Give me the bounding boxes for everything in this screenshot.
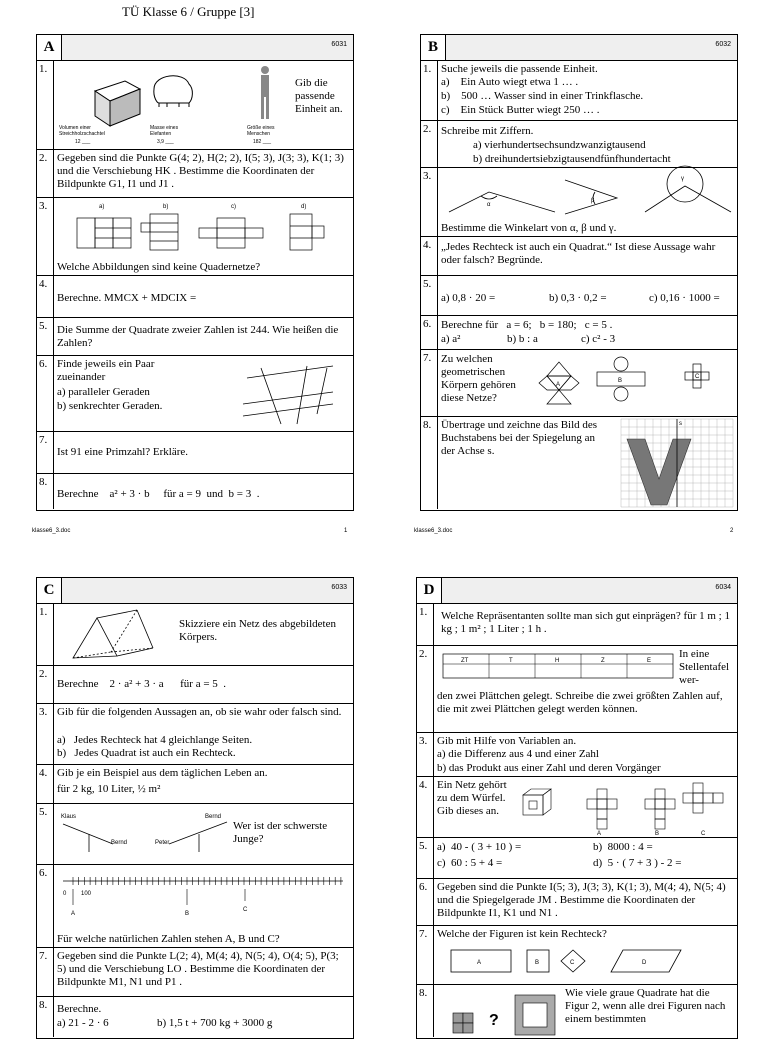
task-text: In eine Stellentafel wer- xyxy=(679,648,730,686)
task-row xyxy=(421,316,737,350)
task-option: a) vierhundertsechsundzwanzigtausend xyxy=(473,139,646,151)
column-header: H xyxy=(555,658,560,664)
task-number: 3. xyxy=(417,733,434,776)
task-option: a) 40 - ( 3 + 10 ) = xyxy=(437,841,522,853)
point-label: A xyxy=(71,911,76,917)
task-option: b) senkrechter Geraden. xyxy=(57,400,163,412)
task-number: 1. xyxy=(37,604,54,665)
task-row xyxy=(37,948,353,997)
task-text: Wie viele graue Quadrate hat die Figur 2, wenn alle drei Figuren nach einem bestimmten xyxy=(565,987,726,1025)
task-row xyxy=(37,150,353,198)
cuboid-nets-diagram xyxy=(75,204,335,254)
task-text: Skizziere ein Netz des abgebildeten Körpers. xyxy=(179,618,336,643)
task-row xyxy=(417,777,737,838)
answer-blank: 182 ___ xyxy=(253,139,272,145)
card-d xyxy=(416,577,738,1039)
square-figures-diagram xyxy=(451,993,561,1037)
task-number: 7. xyxy=(37,948,54,996)
task-option: b) dreihundertsiebzigtausendfünfhundertacht xyxy=(473,153,671,165)
card-b xyxy=(420,34,738,511)
task-option: für 2 kg, 10 Liter, ½ m² xyxy=(57,783,161,795)
task-row xyxy=(37,61,353,150)
task-number: 5. xyxy=(37,318,54,355)
matchbox-icon xyxy=(85,71,155,131)
task-row xyxy=(37,276,353,318)
elephant-icon xyxy=(149,69,199,109)
angle-label: α xyxy=(487,202,491,208)
task-row xyxy=(37,474,353,509)
task-row xyxy=(37,804,353,865)
caption: Masse eines Elefanten xyxy=(150,125,179,137)
person-label: Bernd xyxy=(111,840,128,846)
task-text: Übertrage und zeichne das Bild des Buchstabens bei der Spiegelung an der Achse s. xyxy=(441,419,598,457)
card-letter: B xyxy=(421,35,446,60)
task-text: Wer ist der schwerste Junge? xyxy=(233,820,328,845)
task-number: 8. xyxy=(421,417,438,509)
card-letter: D xyxy=(417,578,442,603)
task-number: 4. xyxy=(37,765,54,803)
column-header: Z xyxy=(601,658,605,664)
task-option: a) Ein Auto wiegt etwa 1 … . xyxy=(441,76,579,88)
shape-label: C xyxy=(570,960,575,966)
column-header: T xyxy=(509,658,513,664)
task-row xyxy=(417,879,737,926)
task-text: „Jedes Rechteck ist auch ein Quadrat.“ Ist diese Aussage wahr oder falsch? Begründe. xyxy=(441,241,716,266)
caption: Volumen einer Streichholzschachtel xyxy=(59,125,105,137)
person-label: Peter xyxy=(155,840,170,846)
task-row xyxy=(37,318,353,356)
task-option: a) paralleler Geraden xyxy=(57,386,150,398)
task-row xyxy=(421,276,737,316)
task-text: Bestimme die Winkelart von α, β und γ. xyxy=(441,222,617,234)
task-option: b) b : a xyxy=(507,333,538,345)
task-number: 6. xyxy=(417,879,434,925)
figure-label: b) xyxy=(163,204,169,210)
caption: Größe eines Menschen xyxy=(247,125,275,137)
task-text: Suche jeweils die passende Einheit. xyxy=(441,63,598,75)
card-code: 6034 xyxy=(715,584,731,591)
task-number: 1. xyxy=(417,604,434,645)
task-row xyxy=(417,926,737,985)
task-row xyxy=(417,985,737,1037)
footer-file: klasse6_3.doc xyxy=(32,528,71,534)
place-value-table xyxy=(441,652,677,682)
number-line-diagram xyxy=(61,873,346,917)
task-number: 1. xyxy=(37,61,54,149)
card-code: 6031 xyxy=(331,41,347,48)
task-option: b) 1,5 t + 700 kg + 3000 g xyxy=(157,1017,273,1029)
task-text: Welche der Figuren ist kein Rechteck? xyxy=(437,928,607,940)
page-title: TÜ Klasse 6 / Gruppe [3] xyxy=(122,4,255,19)
task-number: 8. xyxy=(417,985,434,1037)
task-number: 4. xyxy=(417,777,434,837)
task-text: Gib für die folgenden Aussagen an, ob sie wahr oder falsch sind. xyxy=(57,706,342,718)
column-header: E xyxy=(647,658,652,664)
task-text: Ist 91 eine Primzahl? Erkläre. xyxy=(57,446,189,458)
figure-label: c) xyxy=(231,204,236,210)
figure-label: a) xyxy=(99,204,105,210)
task-text: Gib je ein Beispiel aus dem täglichen Leben an. xyxy=(57,767,268,779)
task-text: Berechne a² + 3 · b für a = 9 und b = 3 . xyxy=(57,488,260,500)
task-text: Schreibe mit Ziffern. xyxy=(441,125,534,137)
answer-blank: 3,9 ___ xyxy=(157,139,174,145)
column-header: ZT xyxy=(461,658,469,664)
footer-file: klasse6_3.doc xyxy=(414,528,453,534)
task-number: 6. xyxy=(37,865,54,947)
figure-label: d) xyxy=(301,204,307,210)
task-text: Berechne. xyxy=(57,1003,102,1015)
task-text: Die Summe der Quadrate zweier Zahlen ist 244. Wie heißen die Zahlen? xyxy=(57,324,339,349)
task-number: 5. xyxy=(421,276,438,315)
task-number: 8. xyxy=(37,997,54,1037)
question-mark: ? xyxy=(489,1012,499,1029)
solid-nets-diagram xyxy=(539,354,735,412)
card-c xyxy=(36,577,354,1039)
task-row xyxy=(37,356,353,432)
task-row xyxy=(37,765,353,804)
task-text: Gegeben sind die Punkte I(5; 3), J(3; 3), K(1; 3), M(4; 4), N(5; 4) und die Spiegelgerade JM . Bestimme die Koordinaten der Bildpunkte I1, K1 und N1 . xyxy=(437,881,726,919)
task-number: 3. xyxy=(37,198,54,275)
task-number: 7. xyxy=(37,432,54,473)
task-text: Gib mit Hilfe von Variablen an. xyxy=(437,735,577,747)
task-number: 4. xyxy=(421,237,438,275)
point-label: C xyxy=(243,907,248,913)
card-letter: A xyxy=(37,35,62,60)
task-text: Gegeben sind die Punkte G(4; 2), H(2; 2), I(5; 3), J(3; 3), K(1; 3) und die Verschiebung HK . Bestimme die Koordinaten der Bildpunkte G1, I1 und J1 . xyxy=(57,152,344,190)
task-option: a) die Differenz aus 4 und einer Zahl xyxy=(437,748,599,760)
task-row xyxy=(421,61,737,121)
task-number: 6. xyxy=(421,316,438,349)
task-text: Welche Abbildungen sind keine Quadernetze? xyxy=(57,261,261,273)
task-number: 7. xyxy=(421,350,438,416)
task-option: c) 0,16 · 1000 = xyxy=(649,292,720,304)
card-header xyxy=(37,35,353,61)
task-row xyxy=(37,666,353,704)
task-text: Zu welchen geometrischen Körpern gehören diese Netze? xyxy=(441,353,516,404)
shape-label: D xyxy=(642,960,647,966)
task-option: a) Jedes Rechteck hat 4 gleichlange Seiten. xyxy=(57,734,253,746)
angle-label: γ xyxy=(681,176,684,182)
card-header xyxy=(37,578,353,604)
task-row xyxy=(421,350,737,417)
figure-label: A xyxy=(597,831,602,837)
card-header xyxy=(421,35,737,61)
card-a xyxy=(36,34,354,511)
task-option: a) 0,8 · 20 = xyxy=(441,292,496,304)
task-number: 3. xyxy=(37,704,54,764)
lines-diagram xyxy=(237,364,337,424)
task-text: den zwei Plättchen gelegt. Schreibe die zwei größten Zahlen auf, die mit zwei Plättchen gelegt werden können. xyxy=(437,690,723,715)
tick-label: 100 xyxy=(81,891,92,897)
task-number: 3. xyxy=(421,168,438,236)
task-number: 5. xyxy=(37,804,54,864)
task-option: b) das Produkt aus einer Zahl und deren Vorgänger xyxy=(437,762,661,774)
footer-page: 2 xyxy=(730,528,734,534)
card-header xyxy=(417,578,737,604)
task-number: 4. xyxy=(37,276,54,317)
figure-label: C xyxy=(701,831,706,837)
task-row xyxy=(37,704,353,765)
task-text: Ein Netz gehört zu dem Würfel. Gib dieses an. xyxy=(437,779,507,817)
task-text: Berechne 2 · a² + 3 · a für a = 5 . xyxy=(57,678,227,690)
task-number: 8. xyxy=(37,474,54,509)
task-option: b) 0,3 · 0,2 = xyxy=(549,292,607,304)
task-row xyxy=(37,198,353,276)
task-number: 5. xyxy=(417,838,434,878)
answer-blank: 12 ___ xyxy=(75,139,91,145)
point-label: B xyxy=(185,911,190,917)
task-text: Berechne für a = 6; b = 180; c = 5 . xyxy=(441,319,613,331)
card-code: 6033 xyxy=(331,584,347,591)
prism-diagram xyxy=(67,608,157,664)
task-row xyxy=(417,646,737,733)
task-option: c) 60 : 5 + 4 = xyxy=(437,857,503,869)
person-label: Klaus xyxy=(61,814,77,820)
task-row xyxy=(421,121,737,168)
task-row xyxy=(417,733,737,777)
task-row xyxy=(421,417,737,509)
task-row xyxy=(37,997,353,1037)
tick-label: 0 xyxy=(63,891,67,897)
task-number: 2. xyxy=(417,646,434,732)
task-number: 2. xyxy=(421,121,438,167)
shape-label: A xyxy=(477,960,482,966)
angle-label: β xyxy=(591,198,595,204)
task-text: Finde jeweils ein Paar zueinander xyxy=(57,358,155,383)
task-number: 1. xyxy=(421,61,438,120)
task-number: 6. xyxy=(37,356,54,431)
task-option: b) 500 … Wasser sind in einer Trinkflasche. xyxy=(441,90,644,102)
task-row xyxy=(417,838,737,879)
person-label: Bernd xyxy=(205,814,222,820)
task-text: Gib die passende Einheit an. xyxy=(295,77,343,115)
task-text: Gegeben sind die Punkte L(2; 4), M(4; 4), N(5; 4), O(4; 5), P(3; 5) und die Verschiebung LO . Bestimme die Koordinaten der Bildpunkte M1, N1 und P1 . xyxy=(57,950,339,988)
grid-letter-diagram xyxy=(621,419,733,507)
task-row xyxy=(37,865,353,948)
task-option: c) Ein Stück Butter wiegt 250 … . xyxy=(441,104,600,116)
axis-label: s xyxy=(679,421,682,427)
task-row xyxy=(37,604,353,666)
shape-label: B xyxy=(535,960,540,966)
task-text: Berechne. MMCX + MDCIX = xyxy=(57,292,197,304)
card-letter: C xyxy=(37,578,62,603)
task-option: b) Jedes Quadrat ist auch ein Rechteck. xyxy=(57,747,236,759)
task-option: c) c² - 3 xyxy=(581,333,616,345)
cube-nets-diagram xyxy=(517,779,733,835)
task-row xyxy=(421,237,737,276)
figure-label: C xyxy=(695,374,700,380)
task-number: 2. xyxy=(37,666,54,703)
task-option: b) 8000 : 4 = xyxy=(593,841,653,853)
task-option: a) 21 - 2 · 6 xyxy=(57,1017,109,1029)
task-row xyxy=(421,168,737,237)
card-code: 6032 xyxy=(715,41,731,48)
seesaw-diagram xyxy=(59,810,239,860)
angles-diagram xyxy=(445,172,735,218)
task-text: Für welche natürlichen Zahlen stehen A, B und C? xyxy=(57,933,280,945)
task-row xyxy=(37,432,353,474)
figure-label: B xyxy=(618,378,623,384)
task-row xyxy=(417,604,737,646)
task-number: 7. xyxy=(417,926,434,984)
shapes-diagram xyxy=(447,946,727,978)
figure-label: A xyxy=(556,382,561,388)
footer-page: 1 xyxy=(344,528,348,534)
figure-label: B xyxy=(655,831,660,837)
task-text: Welche Repräsentanten sollte man sich gut einprägen? für 1 m ; 1 kg ; 1 m² ; 1 Liter ; 1 h . xyxy=(441,610,730,635)
task-number: 2. xyxy=(37,150,54,197)
task-option: a) a² xyxy=(441,333,461,345)
person-icon xyxy=(255,65,275,121)
task-option: d) 5 · ( 7 + 3 ) - 2 = xyxy=(593,857,682,869)
